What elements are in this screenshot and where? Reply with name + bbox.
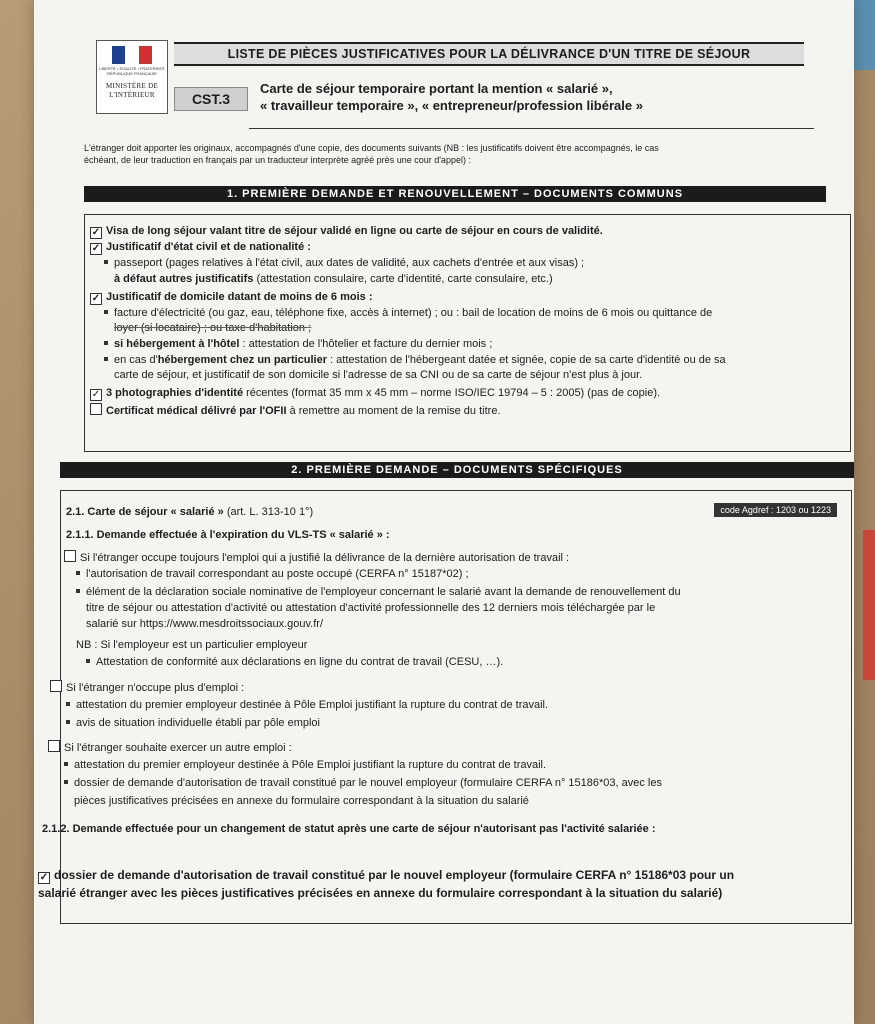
list-item: titre de séjour ou attestation d'activité ou attestation d'activité professionnelle des 12 derniers mois téléchargée par le (86, 602, 656, 614)
checkbox-checked-icon[interactable]: ✓ (91, 293, 101, 304)
list-item: salarié sur https://www.mesdroitssociaux.gouv.fr/ (86, 618, 323, 630)
bullet-icon (64, 780, 68, 784)
list-item: passeport (pages relatives à l'état civil, aux dates de validité, aux cachets d'entrée et aux visas) ; (104, 256, 584, 270)
item-etat-civil[interactable]: ✓ Justificatif d'état civil et de nationalité : (91, 241, 311, 254)
subsection-2-1-title: 2.1. Carte de séjour « salarié » (art. L. 313-10 1°) (66, 506, 314, 518)
document-page (34, 0, 854, 1024)
list-item: dossier de demande d'autorisation de travail constitué par le nouvel employeur (formulaire CERFA n° 15186*03, avec les (64, 776, 662, 790)
note-nb: NB : Si l'employeur est un particulier employeur (76, 639, 308, 651)
list-item: à défaut autres justificatifs (attestation consulaire, carte d'identité, carte consulaire, etc.) (114, 273, 553, 285)
subsection-2-1-2-title: 2.1.2. Demande effectuée pour un changement de statut après une carte de séjour n'autorisant pas l'activité salariée : (42, 823, 656, 835)
checkbox-empty-icon[interactable] (50, 680, 62, 692)
item-certificat[interactable]: Certificat médical délivré par l'OFII à remettre au moment de la remise du titre. (90, 403, 501, 418)
header-divider (249, 128, 814, 129)
bullet-icon (104, 260, 108, 264)
list-item: l'autorisation de travail correspondant au poste occupé (CERFA n° 15187*02) ; (76, 567, 469, 581)
checkbox-checked-icon[interactable]: ✓ (39, 872, 49, 883)
list-item: élément de la déclaration sociale nominative de l'employeur concernant le salarié avant la demande de renouvellement du (76, 585, 681, 599)
intro-text: L'étranger doit apporter les originaux, accompagnés d'une copie, des documents suivants (NB : les justificatifs doivent être accompagnés, le cas échéant, de leur traduction en français par un traducteur interprète agréé près une cour d'appel) : (84, 143, 659, 165)
checkbox-empty-icon[interactable] (90, 403, 102, 415)
checkbox-empty-icon[interactable] (64, 550, 76, 562)
checkbox-empty-icon[interactable] (48, 740, 60, 752)
bullet-icon (104, 341, 108, 345)
document-subtitle: Carte de séjour temporaire portant la mention « salarié », « travailleur temporaire », « entrepreneur/profession libérale » (260, 81, 643, 113)
list-item: avis de situation individuelle établi par pôle emploi (66, 716, 320, 730)
bullet-icon (104, 357, 108, 361)
list-item: loyer (si locataire) ; ou taxe d'habitation ; (114, 322, 312, 334)
section2-header: 2. PREMIÈRE DEMANDE – DOCUMENTS SPÉCIFIQUES (60, 462, 854, 478)
logo-ministry-text: MINISTÈRE DE L'INTÉRIEUR (105, 82, 158, 99)
list-item: si hébergement à l'hôtel : attestation de l'hôtelier et facture du dernier mois ; (104, 337, 492, 351)
checkbox-checked-icon[interactable]: ✓ (91, 227, 101, 238)
item-photos[interactable]: ✓ 3 photographies d'identité récentes (format 35 mm x 45 mm – norme ISO/IEC 19794 – 5 : 2005) (pas de copie). (91, 387, 661, 400)
logo-republic-text: LIBERTÉ • ÉGALITÉ • FRATERNITÉ RÉPUBLIQUE FRANÇAISE (99, 66, 165, 76)
list-item: Attestation de conformité aux déclarations en ligne du contrat de travail (CESU, …). (86, 655, 503, 669)
item-new-employer-dossier[interactable]: ✓ dossier de demande d'autorisation de travail constitué par le nouvel employeur (formulaire CERFA n° 15186*03 pour un (39, 868, 735, 883)
agdref-code-badge: code Agdref : 1203 ou 1223 (714, 503, 837, 517)
section1-header: 1. PREMIÈRE DEMANDE ET RENOUVELLEMENT – DOCUMENTS COMMUNS (84, 186, 826, 202)
checkbox-checked-icon[interactable]: ✓ (91, 389, 101, 400)
list-item: carte de séjour, et justificatif de son domicile si l'adresse de sa CNI ou de sa carte de séjour n'est plus à jour. (114, 369, 643, 381)
list-item: attestation du premier employeur destinée à Pôle Emploi justifiant la rupture du contrat de travail. (64, 758, 546, 772)
ministry-logo (96, 40, 168, 114)
bullet-icon (64, 762, 68, 766)
background-red-object (863, 530, 875, 680)
checkbox-checked-icon[interactable]: ✓ (91, 243, 101, 254)
bullet-icon (86, 659, 90, 663)
french-flag-icon (112, 46, 152, 64)
list-item: pièces justificatives précisées en annexe du formulaire correspondant à la situation du salarié (74, 795, 529, 807)
option-no-job[interactable]: Si l'étranger n'occupe plus d'emploi : (50, 680, 244, 695)
bullet-icon (66, 702, 70, 706)
list-item: attestation du premier employeur destinée à Pôle Emploi justifiant la rupture du contrat de travail. (66, 698, 548, 712)
bullet-icon (76, 589, 80, 593)
option-new-job[interactable]: Si l'étranger souhaite exercer un autre emploi : (48, 740, 292, 755)
form-code-badge: CST.3 (174, 87, 248, 111)
bullet-icon (76, 571, 80, 575)
item-visa[interactable]: ✓ Visa de long séjour valant titre de séjour validé en ligne ou carte de séjour en cours de validité. (91, 225, 603, 238)
option-same-job[interactable]: Si l'étranger occupe toujours l'emploi qui a justifié la délivrance de la dernière autorisation de travail : (64, 550, 569, 565)
subsection-2-1-1-title: 2.1.1. Demande effectuée à l'expiration du VLS-TS « salarié » : (66, 529, 390, 541)
list-item: facture d'électricité (ou gaz, eau, téléphone fixe, accès à internet) ; ou : bail de location de moins de 6 mois ou quittance de (104, 306, 712, 320)
list-item: salarié étranger avec les pièces justificatives précisées en annexe du formulaire correspondant à la situation du salarié) (38, 886, 723, 900)
list-item: en cas d'hébergement chez un particulier : attestation de l'hébergeant datée et signée, copie de sa carte d'identité ou de sa (104, 353, 726, 367)
item-domicile[interactable]: ✓ Justificatif de domicile datant de moins de 6 mois : (91, 291, 373, 304)
bullet-icon (104, 310, 108, 314)
bullet-icon (66, 720, 70, 724)
document-title: LISTE DE PIÈCES JUSTIFICATIVES POUR LA DÉLIVRANCE D'UN TITRE DE SÉJOUR (174, 42, 804, 66)
